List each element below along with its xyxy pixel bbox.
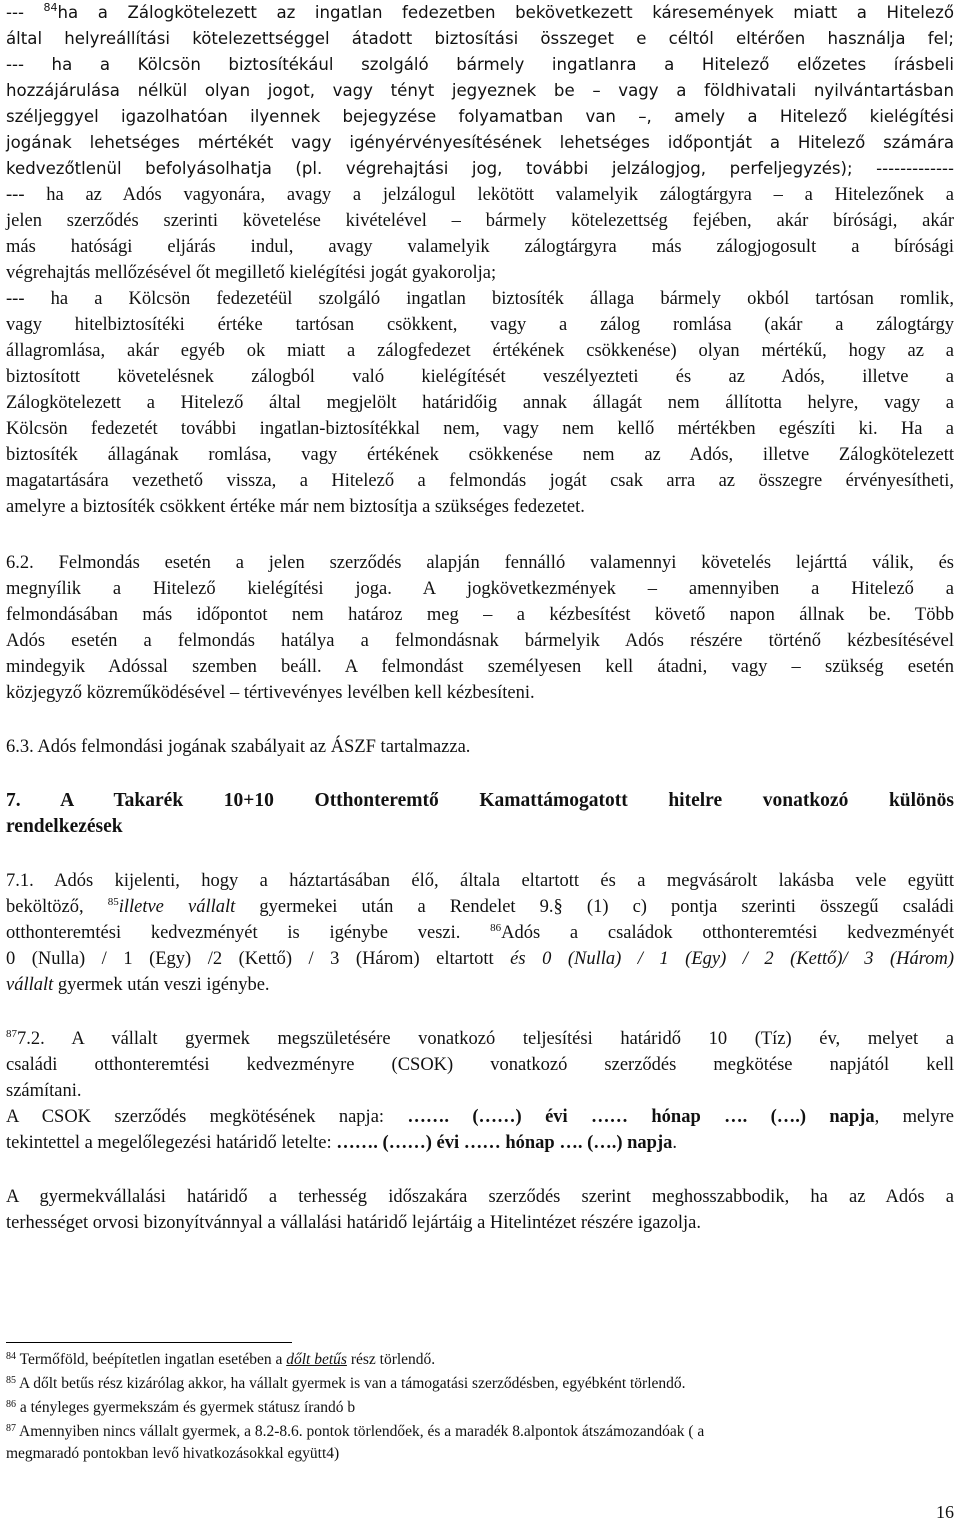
text-line: Adós esetén a felmondás hatálya a felmondásnak bármelyik Adós részére történő kézbesítésével — [6, 631, 954, 651]
text-line: 7.1. Adós kijelenti, hogy a háztartásában élő, általa eltartott és a megvásárolt lakásba vele együtt — [6, 871, 954, 891]
footnote-ref[interactable]: 84 — [43, 1, 58, 14]
text-line: jogának lehetséges mértékét vagy igényérvényesítésének lehetséges időpontját a Hitelező számára — [6, 133, 954, 152]
text-line: --- ha a Kölcsön fedezetéül szolgáló ingatlan biztosíték állaga bármely okból tartósan romlik, — [6, 289, 954, 309]
text-line: --- ha az Adós vagyonára, avagy a jelzálogul lekötött valamelyik zálogtárgyra – a Hitelezőnek a — [6, 185, 954, 205]
text-line: hozzájárulása nélkül olyan jogot, vagy tényt jegyeznek be – vagy a földhivatali nyilvántartásban — [6, 81, 954, 100]
text-line: végrehajtás mellőzésével őt megillető kielégítési jogát gyakorolja; — [6, 263, 497, 283]
text-line: kedvezőtlenül befolyásolhatja (pl. végrehajtási jog, további jelzálogjog, perfeljegyzés); ------------- — [6, 159, 954, 178]
text-line: vállalt gyermek után veszi igénybe. — [6, 975, 270, 995]
text-line: --- ha a Kölcsön biztosítékául szolgáló bármely ingatlanra a Hitelező előzetes írásbeli — [6, 55, 954, 74]
text-line: állagromlása, akár egyéb ok miatt a zálogfedezet értékének csökkenése) olyan mértékű, hogy az a — [6, 341, 954, 361]
fill-in-date[interactable]: ……. (……) évi …… hónap …. (….) napja — [407, 1107, 875, 1127]
text-line: magatartására vezethető vissza, a Hitelező a felmondás jogát csak arra az összegre érvényesítheti, — [6, 471, 954, 491]
text-line: 6.2. Felmondás esetén a jelen szerződés alapján fennálló valamennyi követelés lejárttá válik, és — [6, 553, 954, 573]
fill-in-date[interactable]: ……. (……) évi …… hónap …. (….) napja — [336, 1133, 673, 1153]
footnote: megmaradó pontokban levő hivatkozásokkal együtt4) — [6, 1445, 340, 1462]
text-line: számítani. — [6, 1081, 82, 1101]
text-line: Zálogkötelezett a Hitelező által megjelölt határidőig annak állagát nem állította helyre, vagy a — [6, 393, 954, 413]
footnote-ref[interactable]: 85 — [107, 896, 119, 908]
text-line: $^{87}$7.2. A vállalt gyermek megszületésére vonatkozó teljesítési határidő 10 (Tíz) év, melyet a — [6, 1028, 954, 1049]
text-line: jelen szerződés szerinti követelése kivételével – bármely kötelezettség fejében, akár bírósági, akár — [6, 211, 954, 231]
text-line: biztosított követelésnek zálogból való kielégítését veszélyezteti és az Adós, illetve a — [6, 367, 954, 387]
footnote: $^{86}$ a tényleges gyermekszám és gyermek státusz írandó b — [6, 1399, 356, 1416]
text-line: más hatósági eljárás indul, avagy valamelyik zálogtárgyra más zálogjogosult a bírósági — [6, 237, 954, 257]
text-line: 6.3. Adós felmondási jogának szabályait az ÁSZF tartalmazza. — [6, 737, 471, 757]
footnote: $^{87}$ Amennyiben nincs vállalt gyermek, a 8.2-8.6. pontok törlendőek, és a maradék 8.alpontok átszámozandóak ( a — [6, 1423, 705, 1440]
text-line: --- $^{84}$ha a Zálogkötelezett az ingatlan fedezetben bekövetkezett káresemények miatt a Hitelező — [6, 1, 954, 22]
text-line: megnyílik a Hitelező kielégítési joga. A jogkövetkezmények – amennyiben a Hitelező a — [6, 579, 954, 599]
text-line: családi otthonteremtési kedvezményre (CSOK) vonatkozó szerződés megkötése napjától kell — [6, 1055, 954, 1075]
csok-date-line: A CSOK szerződés megkötésének napja: ……. (……) évi …… hónap …. (….) napja, melyre — [6, 1107, 954, 1127]
text-line: biztosíték állagának romlása, vagy értékének csökkenése nem az Adós, illetve Zálogkötelezett — [6, 445, 954, 465]
section-heading: 7. A Takarék 10+10 Otthonteremtő Kamattámogatott hitelre vonatkozó különös — [6, 790, 954, 811]
footnote: $^{85}$ A dőlt betűs rész kizárólag akkor, ha vállalt gyermek is van a támogatási szerződésben, egyébként törlendő. — [6, 1375, 686, 1392]
text-line: beköltöző, $^{85}$illetve vállalt gyermekei után a Rendelet 9.§ (1) c) pontja szerinti összegű családi — [6, 896, 955, 917]
text-line: terhességet orvosi bizonyítvánnyal a vállalási határidő lejártáig a Hitelintézet részére igazolja. — [6, 1213, 701, 1233]
text-line: amelyre a biztosíték csökkent értéke már nem biztosítja a szükséges fedezetet. — [6, 497, 585, 517]
footnote-separator — [6, 1342, 292, 1343]
text-line: A gyermekvállalási határidő a terhesség időszakára szerződés szerint meghosszabbodik, ha az Adós a — [6, 1187, 954, 1207]
footnote: $^{84}$ Termőföld, beépítetlen ingatlan esetében a dőlt betűs rész törlendő. — [6, 1351, 436, 1368]
page-number: 16 — [936, 1502, 954, 1522]
text-line: vagy hitelbiztosítéki értéke tartósan csökkent, vagy a zálog romlása (akár a zálogtárgy — [6, 315, 954, 335]
text-line: széljeggyel igazolhatóan ilyennek bejegyzése folyamatban van –, amely a Hitelező kielégítési — [6, 107, 954, 126]
text-line: otthonteremtési kedvezményét is igénybe veszi. $^{86}$Adós a családok otthonteremtési kedvezményét — [6, 922, 954, 943]
text-line: Kölcsön fedezetét további ingatlan-biztosítékkal nem, vagy nem kellő mértékben egészíti ki. Ha a — [6, 419, 954, 439]
deadline-date-line: tekintettel a megelőlegezési határidő letelte: ……. (……) évi …… hónap …. (….) napja. — [6, 1133, 678, 1153]
text-line: mindegyik Adóssal szemben beáll. A felmondást személyesen kell átadni, vagy – szükség esetén — [6, 657, 954, 677]
footnote-ref[interactable]: 86 — [490, 922, 502, 934]
text-line: közjegyző közreműködésével – tértivevényes levélben kell kézbesíteni. — [6, 683, 535, 703]
text-line: 0 (Nulla) / 1 (Egy) /2 (Kettő) / 3 (Három) eltartott és 0 (Nulla) / 1 (Egy) / 2 (Kettő)/ 3 (Három) — [6, 949, 954, 969]
text-line: felmondásában más időpontot nem határoz meg – a kézbesítést követő napon állnak be. Több — [6, 605, 954, 625]
text-line: által helyreállítási kötelezettséggel átadott biztosítási összeget e céltól eltérően használja fel; — [6, 29, 954, 48]
footnote-ref[interactable]: 87 — [6, 1028, 17, 1040]
section-heading: rendelkezések — [6, 816, 123, 837]
